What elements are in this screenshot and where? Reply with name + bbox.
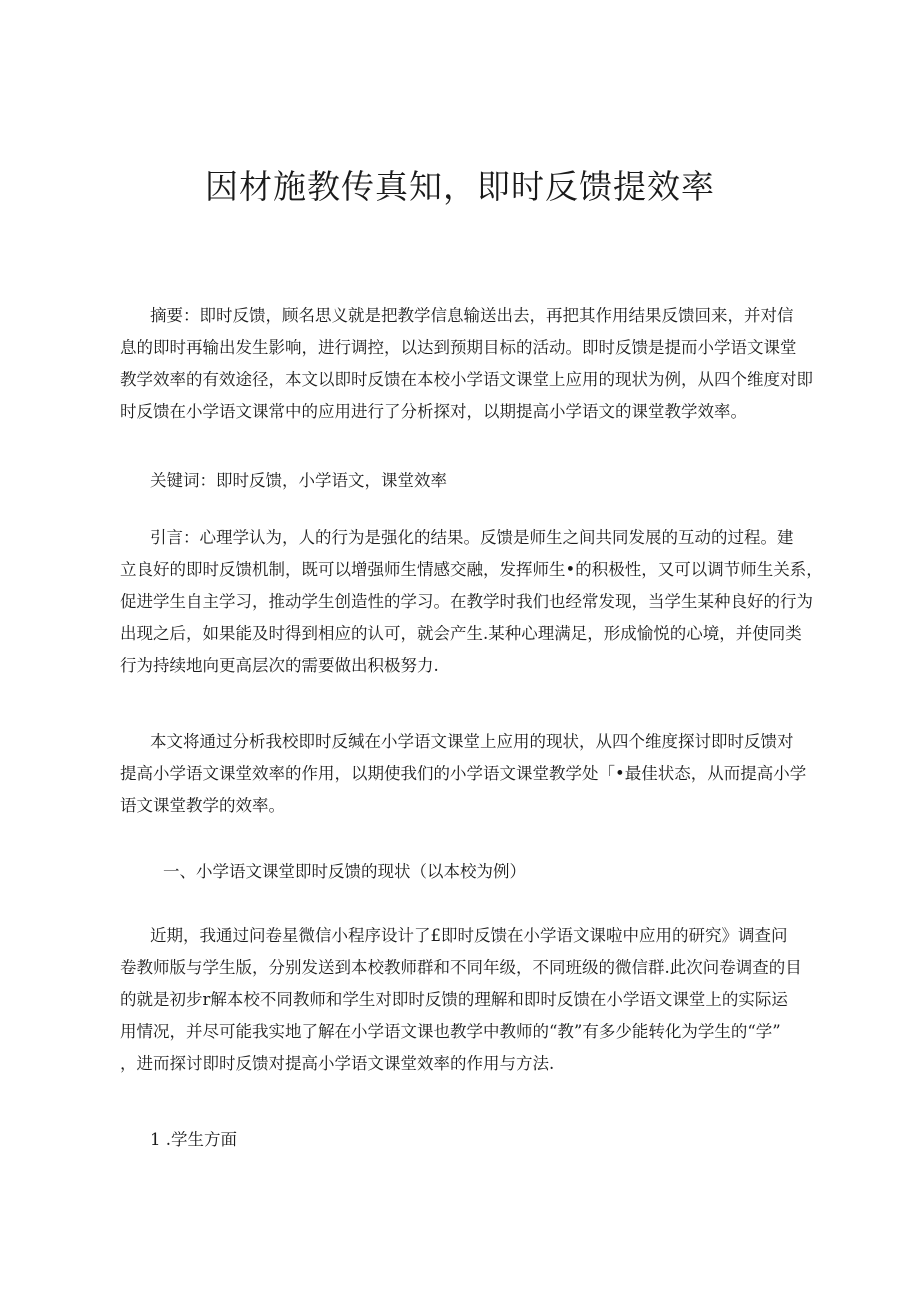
- abstract-paragraph: [120, 300, 828, 428]
- abstract-line: 时反馈在小学语文课常中的应用进行了分析探对，以期提高小学语文的课堂教学效率。: [120, 402, 747, 421]
- purpose-line: 本文将通过分析我校即时反缄在小学语文课堂上应用的现状，从四个维度探讨即时反馈对: [150, 732, 794, 751]
- purpose-line: 语文课堂教学的效率。: [120, 796, 285, 815]
- purpose-line: 提高小学语文课堂效率的作用，以期使我们的小学语文课堂教学处「•最佳状态，从而提高小学: [120, 764, 807, 783]
- subsection-heading: 1 .学生方面: [150, 1130, 237, 1149]
- section-heading: 一、小学语文课堂即时反馈的现状（以本校为例）: [163, 862, 526, 881]
- purpose-paragraph: [120, 726, 828, 822]
- abstract-line: 息的即时再输出发生影响，进行调控，以达到预期目标的活动。即时反馈是提而小学语文课堂: [120, 338, 797, 357]
- introduction-line: 出现之后，如果能及时得到相应的认可，就会产生.某种心理满足，形成愉悦的心境，并使同类: [120, 624, 802, 643]
- abstract-line: 摘要：即时反馈，顾名思义就是把教学信息输送出去，再把其作用结果反馈回来，并对信: [150, 306, 794, 325]
- keywords-line: 关键词：即时反馈，小学语文，课堂效率: [150, 471, 447, 490]
- survey-line: 用情况，并尽可能我实地了解在小学语文课也教学中教师的“教”有多少能转化为学生的“学”: [120, 1022, 781, 1041]
- survey-line: 近期，我通过问卷星微信小程序设计了£即时反馈在小学语文课啦中应用的研究》调查问: [150, 926, 788, 945]
- survey-line: 卷教师版与学生版，分别发送到本校教师群和不同年级，不同班级的微信群.此次问卷调查的目: [120, 958, 802, 977]
- introduction-line: 促进学生自主学习，推动学生创造性的学习。在教学时我们也经常发现，当学生某种良好的行为: [120, 592, 813, 611]
- survey-line: ，进而探讨即时反馈对提高小学语文课堂效率的作用与方法.: [120, 1054, 555, 1073]
- introduction-line: 行为持续地向更高层次的需要做出积极努力.: [120, 656, 439, 675]
- introduction-paragraph: [120, 522, 828, 682]
- introduction-line: 引言：心理学认为，人的行为是强化的结果。反馈是师生之间共同发展的互动的过程。建: [150, 528, 794, 547]
- survey-line: 的就是初步r解本校不同教师和学生对即时反馈的理解和即时反馈在小学语文课堂上的实际运: [120, 990, 788, 1009]
- survey-paragraph: [120, 920, 828, 1080]
- document-title: 因材施教传真知，即时反馈提效率: [205, 167, 715, 206]
- abstract-line: 教学效率的有效途径，本文以即时反馈在本校小学语文课堂上应用的现状为例，从四个维度对即: [120, 370, 813, 389]
- introduction-line: 立良好的即时反馈机制，既可以增强师生情感交融，发挥师生•的积极性，又可以调节师生关系，: [120, 560, 823, 579]
